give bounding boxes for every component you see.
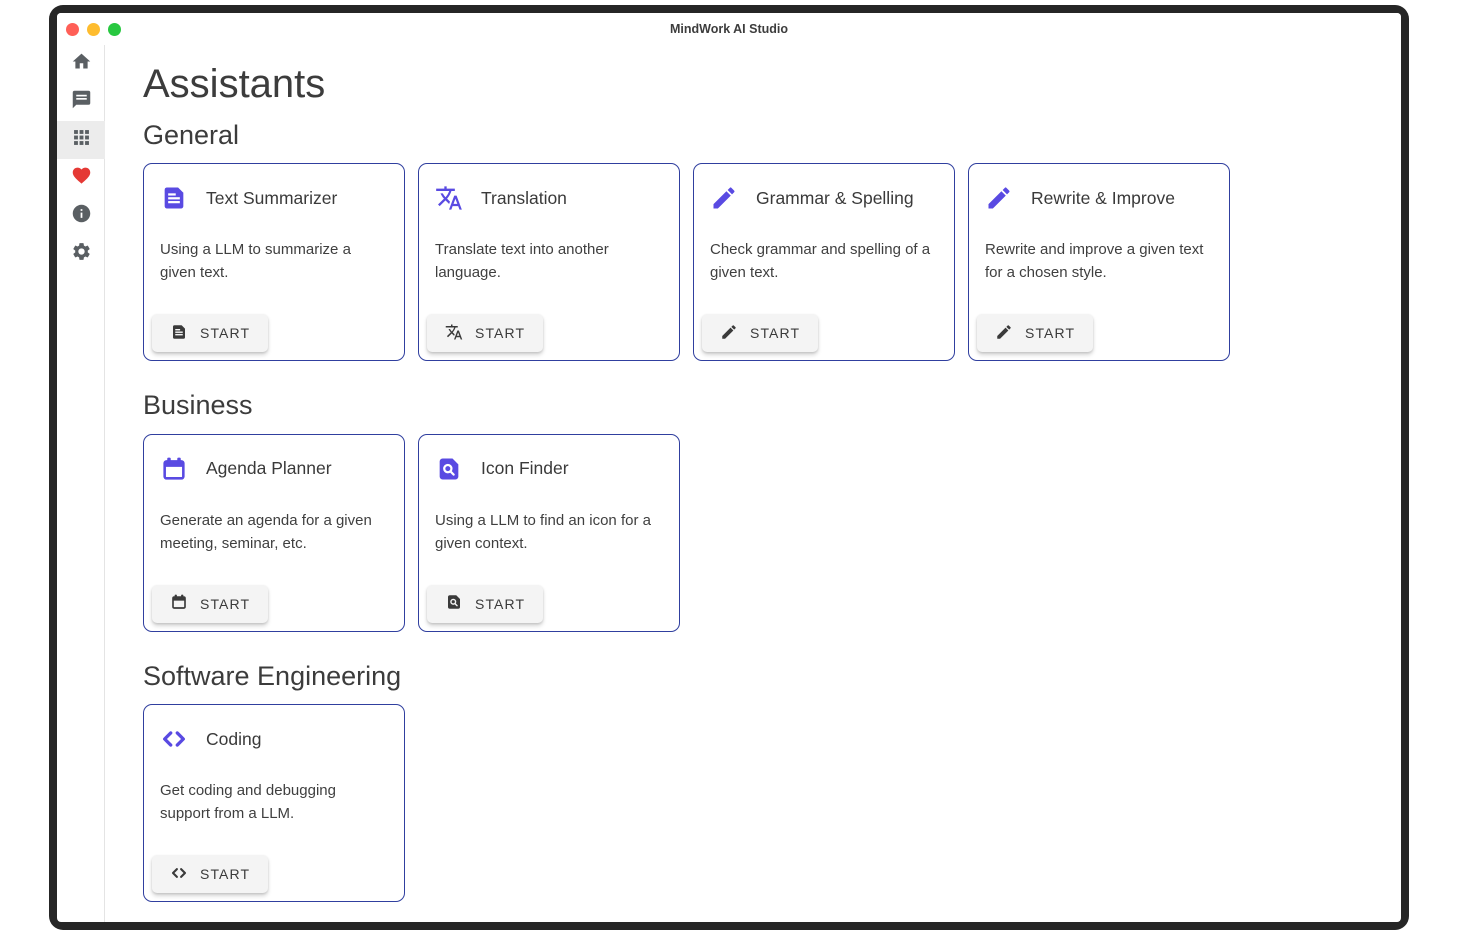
section-heading-business: Business: [143, 390, 253, 421]
document-icon: [170, 323, 188, 344]
section-heading-software-engineering: Software Engineering: [143, 660, 402, 691]
titlebar: [57, 13, 1401, 45]
card-description: Using a LLM to find an icon for a given context.: [435, 511, 651, 552]
sidebar-item-about[interactable]: [57, 197, 105, 235]
start-button-label: START: [750, 325, 801, 342]
calendar-icon: [160, 455, 188, 483]
card-title: Coding: [206, 728, 262, 749]
card-rewrite-improve: [968, 163, 1230, 361]
start-grammar-spelling-button[interactable]: [702, 314, 818, 352]
app-window: [57, 13, 1401, 922]
start-translation-button[interactable]: [427, 314, 543, 352]
card-icon-finder: [418, 434, 680, 632]
card-title: Agenda Planner: [206, 458, 332, 479]
window-body: [57, 45, 1401, 922]
card-title: Grammar & Spelling: [756, 187, 914, 208]
main-content: [105, 45, 1401, 922]
card-description: Translate text into another language.: [435, 241, 609, 282]
start-button-label: START: [1025, 325, 1076, 342]
card-title: Text Summarizer: [206, 187, 338, 208]
sidebar-item-home[interactable]: [57, 45, 105, 83]
start-rewrite-improve-button[interactable]: [977, 314, 1093, 352]
apps-grid-icon: [71, 127, 92, 153]
start-text-summarizer-button[interactable]: [152, 314, 268, 352]
card-description: Get coding and debugging support from a LLM.: [160, 782, 336, 823]
card-grammar-spelling: [693, 163, 955, 361]
settings-gear-icon: [71, 241, 92, 267]
card-description: Using a LLM to summarize a given text.: [160, 241, 351, 282]
start-button-label: START: [475, 595, 526, 612]
card-description: Generate an agenda for a given meeting, seminar, etc.: [160, 511, 372, 552]
translate-icon: [445, 323, 463, 344]
start-agenda-planner-button[interactable]: [152, 585, 268, 623]
window-frame: [49, 5, 1409, 930]
pencil-icon: [995, 323, 1013, 344]
start-button-label: START: [200, 325, 251, 342]
icon-search-icon: [435, 455, 463, 483]
code-icon: [160, 725, 188, 753]
sidebar-item-assistants[interactable]: [57, 121, 105, 159]
sidebar-item-settings[interactable]: [57, 235, 105, 273]
cards-row-software-engineering: [143, 704, 1381, 902]
start-icon-finder-button[interactable]: [427, 585, 543, 623]
pencil-icon: [710, 184, 738, 212]
translate-icon: [435, 184, 463, 212]
start-button-label: START: [200, 866, 251, 883]
code-icon: [170, 864, 188, 885]
cards-row-general: [143, 163, 1381, 361]
section-heading-general: General: [143, 120, 240, 150]
calendar-icon: [170, 593, 188, 614]
pencil-icon: [985, 184, 1013, 212]
card-title: Translation: [481, 187, 567, 208]
info-icon: [71, 203, 92, 229]
sidebar-item-chats[interactable]: [57, 83, 105, 121]
start-coding-button[interactable]: [152, 855, 268, 893]
card-agenda-planner: [143, 434, 405, 632]
sidebar-item-supporters[interactable]: [57, 159, 105, 197]
card-coding: [143, 704, 405, 902]
home-icon: [71, 51, 92, 77]
card-description: Rewrite and improve a given text for a chosen style.: [985, 241, 1204, 282]
card-title: Icon Finder: [481, 458, 569, 479]
card-title: Rewrite & Improve: [1031, 187, 1175, 208]
start-button-label: START: [200, 595, 251, 612]
window-title: MindWork AI Studio: [669, 22, 789, 36]
card-description: Check grammar and spelling of a given text.: [710, 241, 931, 282]
card-translation: [418, 163, 680, 361]
page-title: Assistants: [143, 62, 326, 106]
chat-icon: [71, 89, 92, 115]
icon-search-icon: [445, 593, 463, 614]
sidebar: [57, 45, 105, 922]
start-button-label: START: [475, 325, 526, 342]
heart-icon: [71, 165, 92, 191]
cards-row-business: [143, 434, 1381, 632]
document-icon: [160, 184, 188, 212]
pencil-icon: [720, 323, 738, 344]
card-text-summarizer: [143, 163, 405, 361]
